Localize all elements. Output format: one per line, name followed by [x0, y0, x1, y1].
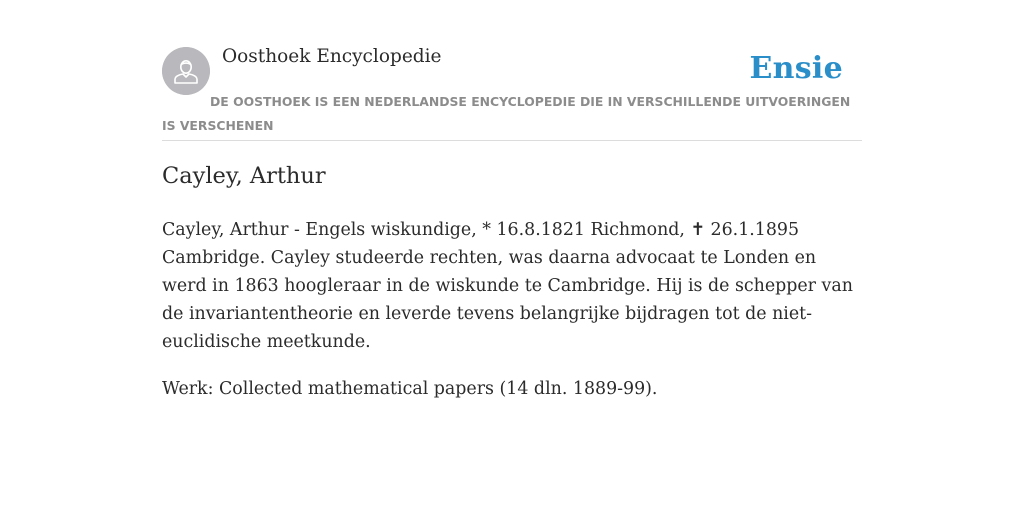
header — [162, 0, 862, 141]
site-name-link[interactable]: Oosthoek Encyclopedie — [222, 46, 442, 67]
content-container — [162, 0, 862, 399]
article-title: Cayley, Arthur — [162, 163, 326, 189]
brand-logo[interactable]: Ensie — [749, 51, 843, 86]
article-paragraph: Werk: Collected mathematical papers (14 dln. 1889-99). — [162, 379, 658, 399]
site-tagline: DE OOSTHOEK IS EEN NEDERLANDSE ENCYCLOPEDIE DIE IN VERSCHILLENDE UITVOERINGEN IS VERSCHENEN — [162, 94, 851, 133]
article-body — [162, 216, 862, 403]
article-paragraph: Cayley, Arthur - Engels wiskundige, * 16.8.1821 Richmond, ✝ 26.1.1895 Cambridge. Cayley studeerde rechten, was daarna advocaat te Londen en werd in 1863 hoogleraar in de wiskunde te Cambridge. Hij is de schepper van de invariantentheorie en leverde tevens belangrijke bijdragen tot de niet-euclidische meetkunde. — [162, 220, 853, 352]
user-avatar-icon[interactable] — [162, 47, 210, 95]
